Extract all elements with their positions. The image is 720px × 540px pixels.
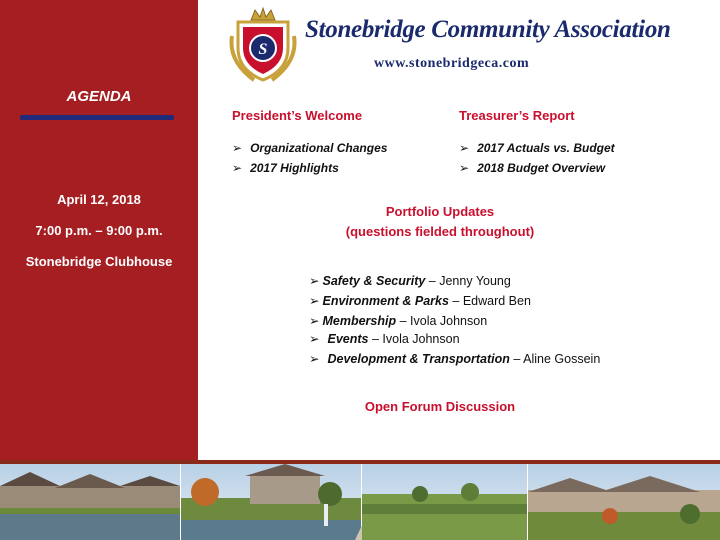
- treasurers-report-heading: Treasurer’s Report: [459, 108, 575, 123]
- shield-crest-icon: [224, 6, 302, 86]
- bullet-arrow-icon: ➢: [459, 141, 470, 155]
- bullet-arrow-icon: ➢: [309, 352, 320, 366]
- meeting-location: Stonebridge Clubhouse: [25, 254, 173, 269]
- meeting-time: 7:00 p.m. – 9:00 p.m.: [35, 223, 163, 238]
- bullet-arrow-icon: ➢: [459, 161, 470, 175]
- list-item: ➢ Safety & Security – Jenny Young: [309, 274, 511, 288]
- portfolio-updates-heading: Portfolio Updates: [385, 204, 495, 219]
- bullet-arrow-icon: ➢: [309, 314, 320, 328]
- open-forum-heading: Open Forum Discussion: [364, 399, 516, 414]
- agenda-title: AGENDA: [66, 88, 132, 105]
- photo-houses-pond: [0, 464, 180, 540]
- sidebar-panel: [0, 0, 198, 460]
- list-item: ➢ 2018 Budget Overview: [459, 161, 606, 175]
- agenda-underline-bar: [20, 115, 174, 120]
- list-item: ➢ 2017 Actuals vs. Budget: [459, 141, 615, 155]
- photo-park-fountain: [181, 464, 385, 540]
- meeting-date: April 12, 2018: [57, 192, 141, 207]
- presidents-welcome-heading: President’s Welcome: [232, 108, 363, 123]
- bullet-arrow-icon: ➢: [309, 274, 320, 288]
- bullet-arrow-icon: ➢: [232, 141, 243, 155]
- list-item: ➢ Organizational Changes: [232, 141, 388, 155]
- photo-green-field: [362, 464, 527, 540]
- organization-url[interactable]: www.stonebridgeca.com: [374, 56, 530, 71]
- list-item: ➢ Events – Ivola Johnson: [309, 332, 460, 346]
- list-item: ➢ Environment & Parks – Edward Ben: [309, 294, 531, 308]
- list-item: ➢ Development & Transportation – Aline Gossein: [309, 352, 601, 366]
- bullet-arrow-icon: ➢: [309, 294, 320, 308]
- organization-name: Stonebridge Community Association: [305, 16, 671, 43]
- bullet-arrow-icon: ➢: [232, 161, 243, 175]
- bullet-arrow-icon: ➢: [309, 332, 320, 346]
- community-photo-strip: [0, 464, 720, 540]
- svg-text:S: S: [258, 41, 268, 58]
- photo-townhouses: [528, 464, 720, 540]
- list-item: ➢ 2017 Highlights: [232, 161, 339, 175]
- list-item: ➢ Membership – Ivola Johnson: [309, 314, 488, 328]
- portfolio-updates-subheading: (questions fielded throughout): [345, 224, 535, 239]
